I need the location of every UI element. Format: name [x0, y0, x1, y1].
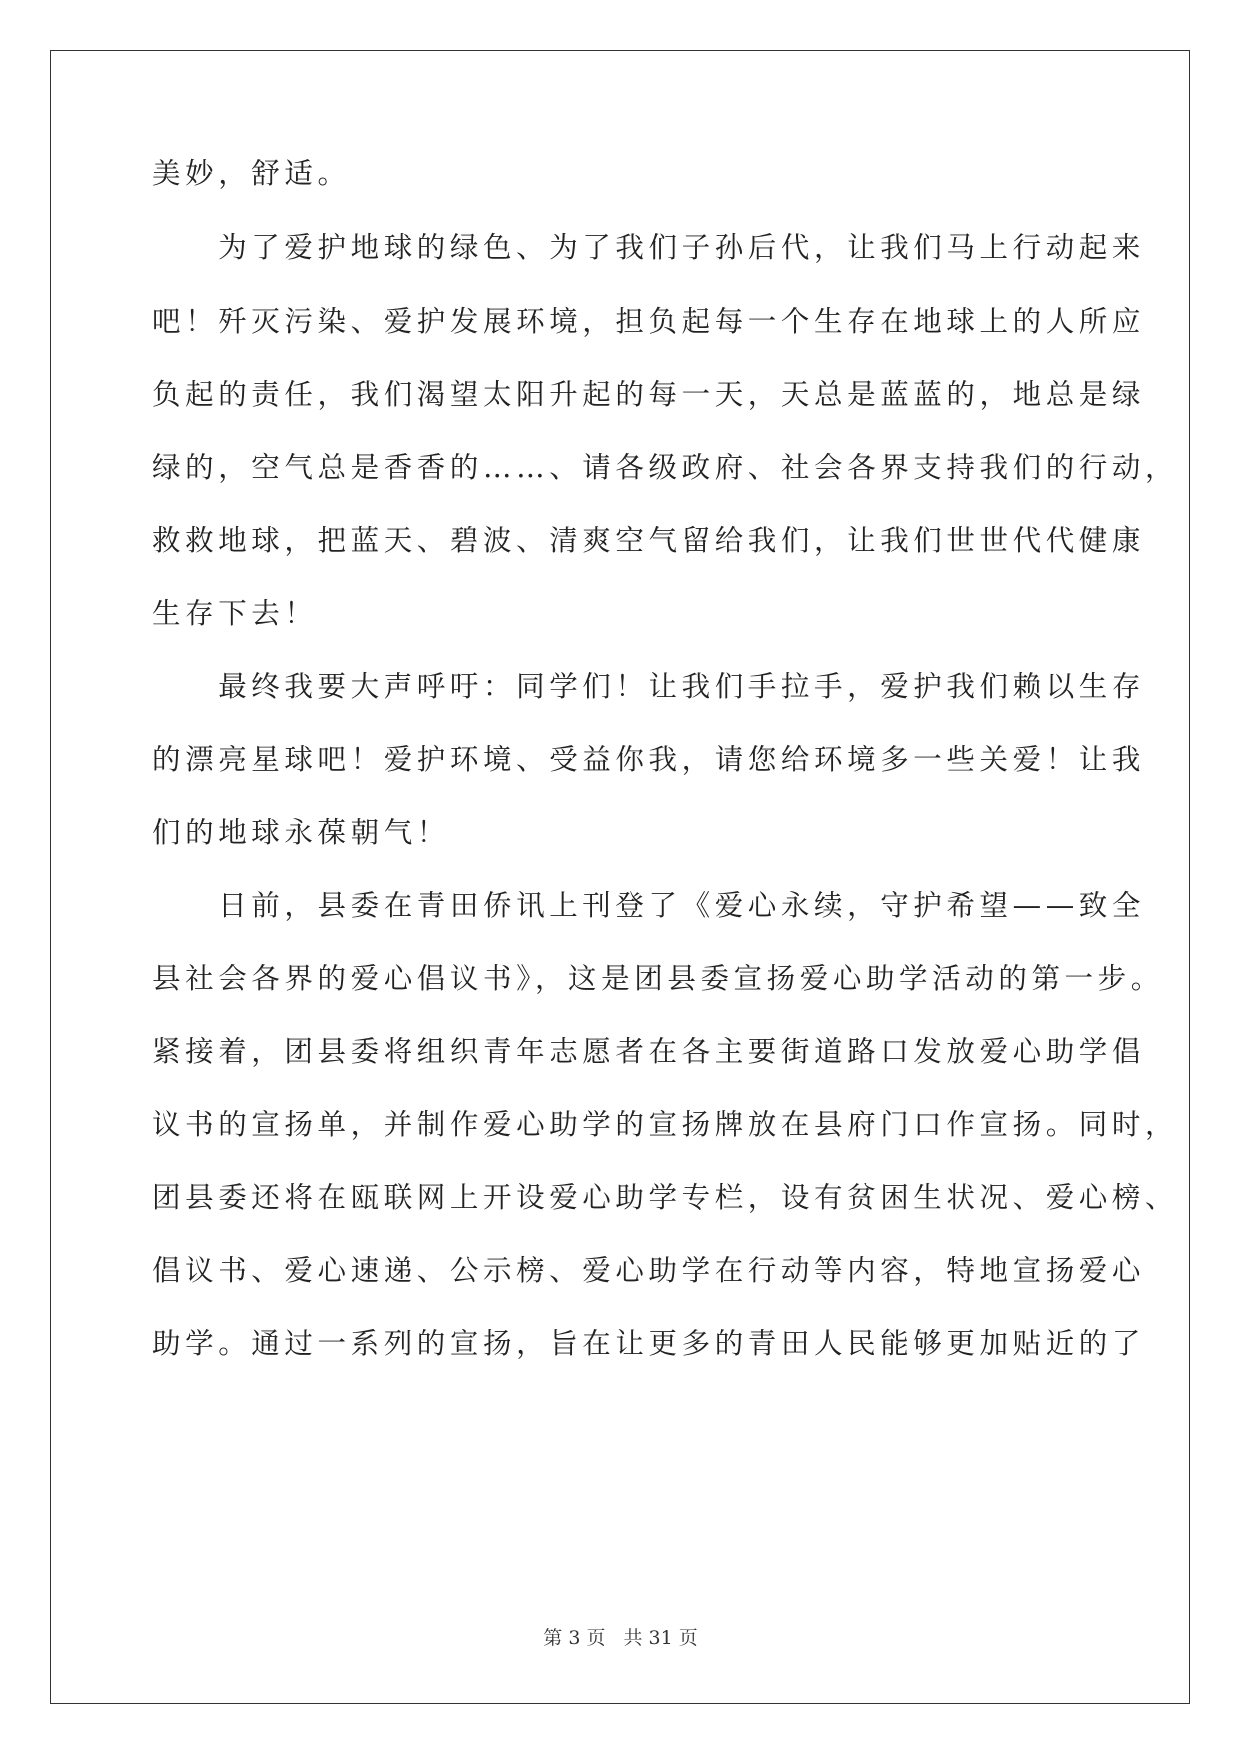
text-line: 绿的，空气总是香香的……、请各级政府、社会各界支持我们的行动，	[152, 451, 1179, 484]
text-line: 救救地球，把蓝天、碧波、清爽空气留给我们，让我们世世代代健康	[152, 524, 1146, 557]
text-line: 议书的宣扬单，并制作爱心助学的宣扬牌放在县府门口作宣扬。同时，	[152, 1108, 1179, 1141]
text-line: 团县委还将在瓯联网上开设爱心助学专栏，设有贫困生状况、爱心榜、	[152, 1181, 1179, 1214]
page-border	[50, 50, 1190, 1704]
text-line: 日前，县委在青田侨讯上刊登了《爱心永续，守护希望——致全	[152, 889, 1146, 922]
text-line: 生存下去！	[152, 597, 318, 630]
page-total: 共 31 页	[623, 1627, 698, 1649]
text-line: 的漂亮星球吧！爱护环境、受益你我，请您给环境多一些关爱！让我	[152, 743, 1146, 776]
page-footer	[0, 1623, 1241, 1650]
text-line: 吧！歼灭污染、爱护发展环境，担负起每一个生存在地球上的人所应	[152, 305, 1146, 338]
text-line: 助学。通过一系列的宣扬，旨在让更多的青田人民能够更加贴近的了	[152, 1327, 1146, 1360]
page-number: 第 3 页	[543, 1627, 606, 1649]
text-line: 们的地球永葆朝气！	[152, 816, 450, 849]
text-line: 最终我要大声呼吁：同学们！让我们手拉手，爱护我们赖以生存	[152, 670, 1146, 703]
text-line: 紧接着，团县委将组织青年志愿者在各主要街道路口发放爱心助学倡	[152, 1035, 1146, 1068]
text-line: 倡议书、爱心速递、公示榜、爱心助学在行动等内容，特地宣扬爱心	[152, 1254, 1146, 1287]
text-line: 美妙，舒适。	[152, 157, 351, 190]
text-line: 县社会各界的爱心倡议书》，这是团县委宣扬爱心助学活动的第一步。	[152, 962, 1164, 995]
text-line: 负起的责任，我们渴望太阳升起的每一天，天总是蓝蓝的，地总是绿	[152, 378, 1146, 411]
text-line: 为了爱护地球的绿色、为了我们子孙后代，让我们马上行动起来	[152, 231, 1146, 264]
